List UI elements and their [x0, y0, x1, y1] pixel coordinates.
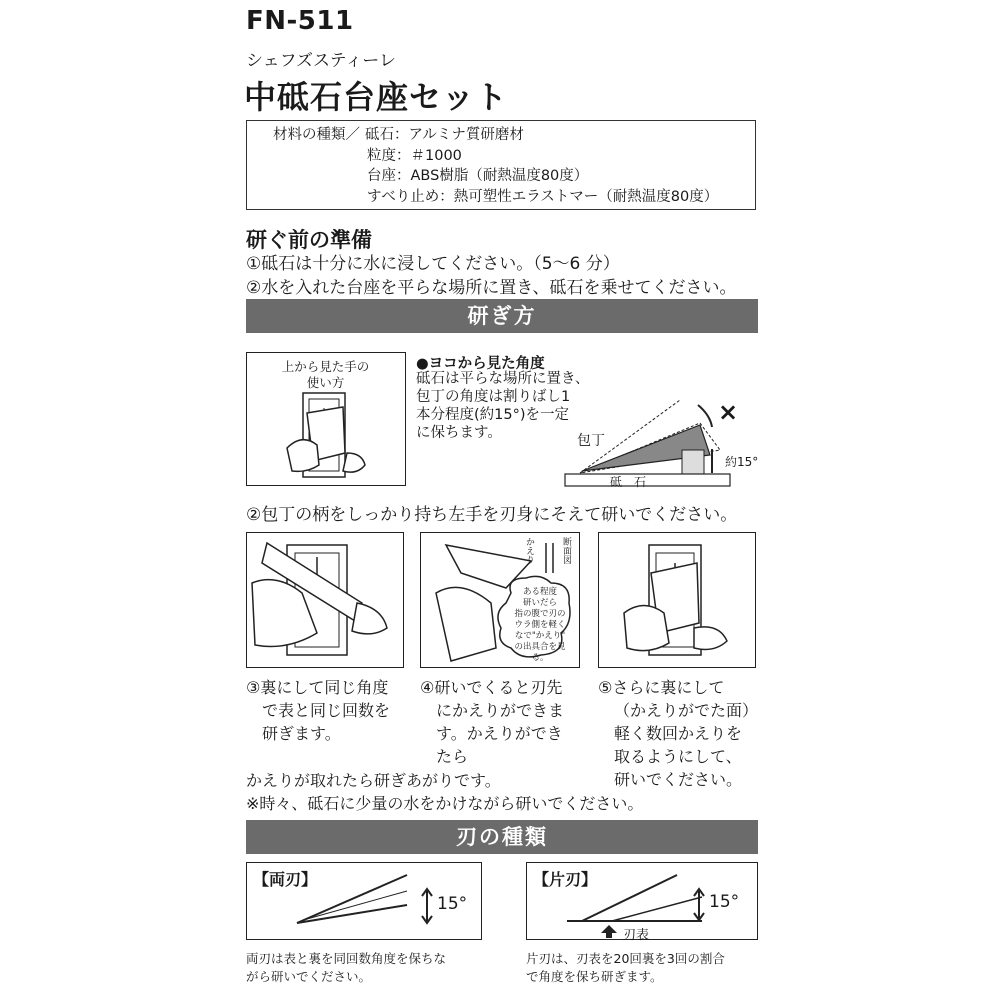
bubble-line: ある程度: [522, 587, 557, 597]
bubble-line: 研いだら: [522, 598, 557, 608]
note-line: 片刃は、刃表を20回裏を3回の割合: [526, 951, 725, 966]
burr-check-bubble: [507, 587, 573, 664]
side-view-line: 包丁の角度は割りばし1: [416, 389, 571, 405]
caption-line: 研ぎます。: [262, 724, 341, 743]
caption-line: で表と同じ回数を: [262, 701, 391, 720]
top-view-label: 使い方: [306, 375, 345, 390]
step3-illustration: [246, 532, 404, 668]
caption-line: ⑤さらに裏にして: [598, 678, 725, 697]
step4-illustration: [420, 532, 580, 668]
hand-flip-icon: [247, 533, 402, 666]
single-edge-angle: 15°: [709, 892, 740, 912]
spec-row: 砥石：アルミナ質研磨材: [365, 127, 524, 143]
side-view-line: 砥石は平らな場所に置き、: [416, 371, 590, 387]
prep-step-2: ②水を入れた台座を平らな場所に置き、砥石を乗せてください。: [246, 278, 737, 298]
step5-illustration: [598, 532, 756, 668]
caption-line: す。かえりができ: [436, 724, 563, 743]
caption-line: ③裏にして同じ角度: [246, 678, 389, 697]
single-edge-note: [526, 950, 725, 986]
section-bar-blade-types: 刃の種類: [246, 820, 758, 854]
caption-line: たら: [436, 747, 469, 766]
step4-caption: [420, 676, 564, 768]
side-view-line: に保ちます。: [416, 425, 502, 441]
note-line: で角度を保ち研ぎます。: [526, 969, 663, 984]
prep-step-1: ①砥石は十分に水に浸してください。（5〜6 分）: [246, 254, 620, 274]
sharpen-step-2: ②包丁の柄をしっかり持ち左手を刃身にそえて研いでください。: [246, 505, 738, 525]
prep-heading: 研ぐ前の準備: [246, 228, 372, 252]
series-name: シェフズスティーレ: [246, 51, 396, 71]
burr-label: かえり: [524, 537, 534, 564]
hand-top-view-icon: [247, 353, 404, 484]
spec-row: すべり止め：熱可塑性エラストマー（耐熱温度80度）: [367, 188, 719, 205]
spec-row: 粒度：＃1000: [367, 147, 462, 164]
angle-label: 約15°: [725, 455, 759, 469]
section-bar-sharpening: 研ぎ方: [246, 299, 758, 333]
double-edge-angle: 15°: [437, 894, 468, 914]
wrong-angle-x-icon: ×: [718, 398, 739, 426]
bubble-line: の出具合を見る。: [514, 642, 566, 663]
note-line: がら研いでください。: [246, 969, 372, 984]
double-edge-note: [246, 950, 446, 986]
spec-row: 台座：ABS樹脂（耐熱温度80度）: [367, 168, 589, 184]
spec-box: [246, 120, 756, 210]
side-view-title: ●ヨコから見た角度: [416, 356, 545, 372]
spec-label: 材料の種類／: [273, 127, 360, 143]
single-edge-box: [526, 862, 758, 943]
side-view-line: 本分程度(約15°)を一定: [416, 407, 570, 423]
remove-burr-icon: [599, 533, 754, 666]
single-edge-title: 【片刃】: [533, 870, 598, 889]
step3-caption: [246, 676, 390, 745]
caption-line: 軽く数回かえりを: [614, 724, 743, 743]
note-line: 両刃は表と裏を同回数角度を保ちな: [246, 951, 447, 966]
double-edge-title: 【両刃】: [253, 870, 318, 889]
knife-label: 包丁: [577, 433, 605, 449]
bubble-line: なで"かえり": [514, 631, 566, 641]
water-tip: ※時々、砥石に少量の水をかけながら研いでください。: [246, 794, 644, 813]
bubble-line: 指の腹で刃の: [514, 609, 566, 619]
section-view-label: 断面図: [561, 537, 571, 564]
step5-caption: [598, 676, 758, 791]
top-view-label: 上から見た手の: [281, 359, 370, 374]
caption-line: 研いでください。: [614, 770, 743, 789]
stone-label: 砥 石: [610, 475, 647, 489]
caption-line: （かえりがでた面）: [614, 701, 759, 720]
finish-note: かえりが取れたら研ぎあがりです。: [246, 771, 501, 790]
top-view-illustration: [246, 352, 406, 486]
bubble-line: ウラ側を軽く: [514, 620, 566, 630]
model-number: FN-511: [246, 6, 354, 36]
caption-line: ④研いでくると刃先: [420, 678, 563, 697]
caption-line: 取るようにして、: [614, 747, 742, 766]
single-edge-face-label: 刃表: [623, 928, 650, 943]
caption-line: にかえりができま: [436, 701, 565, 720]
product-title: 中砥石台座セット: [244, 78, 509, 116]
double-edge-box: [246, 862, 482, 940]
